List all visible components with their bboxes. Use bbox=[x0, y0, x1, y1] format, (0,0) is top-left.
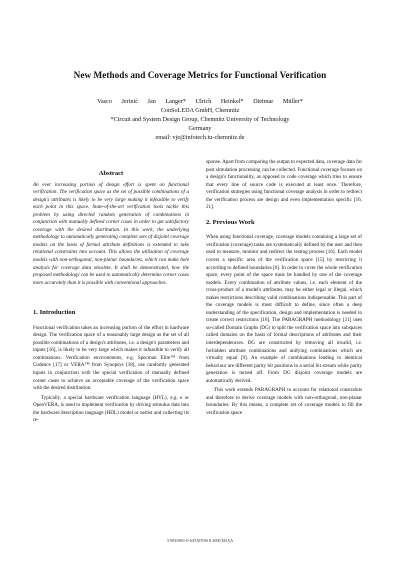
previous-work-paragraph-2: This work extends PARAGRAPH to account for relational constraints and therefore to derive coverage models with non-orthogonal, non-planar boundaries. By this means, a complete set of coverage models to fill the verification space bbox=[206, 387, 362, 416]
copyright-footer: 3-9810801-0-6/DATE00 $ 2000 EDAA bbox=[166, 538, 234, 543]
author-names: Vasco Jerinić Jan Langer* Ulrich Heinkel* Dietmar Müller* bbox=[97, 98, 303, 105]
intro-paragraph-2: Typically, a special hardware verification language (HVL), e.g. e or OpenVERA, is used to implement verification by driving stimulus data into the hardware description language (HDL) model or netlist and collecting its re- bbox=[33, 394, 189, 424]
right-column bbox=[206, 159, 362, 418]
abstract-text: An ever increasing portion of design effort is spent on functional verification. The verification space as the set of possible combinations of a design's attributes is likely to be very large making it infeasible to verify each point in this space. State-of-the-art verification tools tackle this problem by using directed random generation of combinations in conjunction with manually defined corner cases in order to get satisfactory coverage with the desired distribution. In this work, the underlying methodology to automatically generating complete sets of disjoint coverage models on the basis of formal attribute definitions is extended to take relational constraints into account. This allows the utilization of coverage models with non-orthogonal, non-planar boundaries, which can make hole analysis for coverage data obsolete. It shall be demonstrated, how the proposed methodology can be used to automatically determine corner cases more accurately than it is possible with conventional approaches. bbox=[33, 181, 189, 286]
affiliation-university: *Circuit and System Design Group, Chemnitz University of Technology bbox=[110, 116, 290, 123]
paper-title: New Methods and Coverage Metrics for Functional Verification bbox=[73, 70, 327, 80]
affiliation-company: ConSoLEDA GmbH, Chemnitz bbox=[160, 107, 240, 114]
affiliation-country: Germany bbox=[188, 125, 212, 132]
abstract-heading: Abstract bbox=[98, 170, 124, 177]
section-heading-previous-work: 2. Previous Work bbox=[206, 218, 255, 226]
section-heading-introduction: 1. Introduction bbox=[33, 309, 76, 317]
left-column bbox=[33, 170, 189, 425]
author-email: email: vje@infotech.tu-chemnitz.de bbox=[155, 134, 245, 141]
author-block bbox=[0, 97, 400, 142]
previous-work-paragraph-1: When using functional coverage, coverage models containing a large set of verification (coverage) tasks are systematically defined by the user and then used to measure, monitor and redirect the testing process [16]. Each model covers a specific area of the verification space [15] by restricting it according to defined boundaries [6]. In order to cover the whole verification space, every point of the space must be handled by one of the coverage models. Every combination of attribute values, i.e. each element of the cross-product of a model's attributes, may be either legal or illegal, which makes restrictions describing valid combinations indispensable. This part of the coverage models is most difficult to define, since often a deep understanding of the specification, design and implementation is needed to create correct restrictions [16]. The PARAGRAPH methodology [11] uses so-called Domain Graphs (DG) to split the verification space into subspaces called domains on the basis of formal descriptions of attributes and their interdependencies. DG are constructed by removing all invalid, i.e. forbidden attribute combinations and unifying combinations which are virtually equal [9]. An example of combinations leading to identical behaviour are different parity bit positions in a serial bit stream while parity generation is turned off. From DG disjoint coverage models are automatically derived. bbox=[206, 234, 362, 384]
right-paragraph-1: sponse. Apart from comparing the output to expected data, coverage data for post simulation processing can be collected. Functional coverage focuses on a design's functionality, as opposed to code coverage which tries to ensure that every line of source code is executed at least once. Therefore, verification strategies using functional coverage analysis in order to redirect the verification process are design and even implementation specific [16, 21]. bbox=[206, 159, 363, 211]
intro-paragraph-1: Functional verification takes an increasing portion of the effort in hardware design. The verification space of a reasonably large design as the set of all possible combinations of a design's attributes, i.e. a design's parameters and inputs [16], is likely to be very large which makes it infeasible to verify all combinations. Verification environments, e.g. Specman Elite™ from Codence [17] or VERA™ from Synopsys [18], use randomly generated inputs in conjunction with the special verification of manually defined corner cases to achieve an acceptable coverage of the verification space with the desired distribution. bbox=[33, 324, 189, 392]
